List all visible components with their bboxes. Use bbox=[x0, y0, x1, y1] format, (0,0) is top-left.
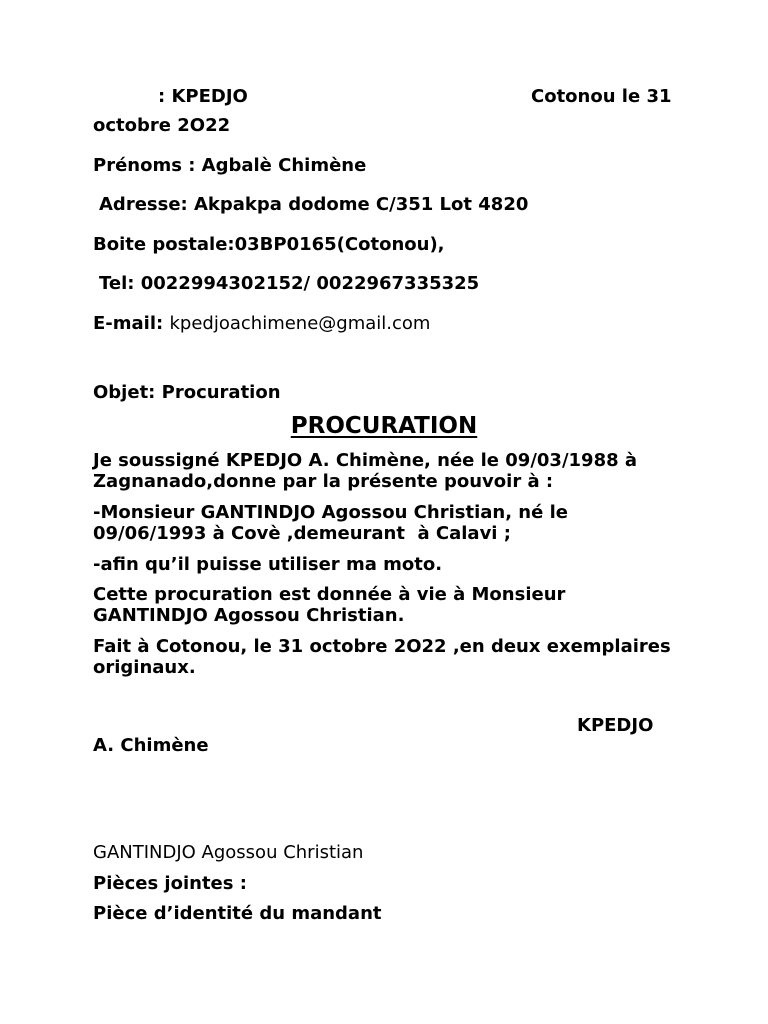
email-label: E-mail: bbox=[93, 313, 164, 334]
body-paragraph-2-line-2: 09/06/1993 à Covè ,demeurant à Calavi ; bbox=[93, 523, 511, 544]
body-paragraph-4-line-1: Cette procuration est donnée à vie à Monsieur bbox=[93, 584, 566, 605]
sender-email-line bbox=[93, 313, 430, 334]
body-paragraph-5-line-1: Fait à Cotonou, le 31 octobre 2O22 ,en deux exemplaires bbox=[93, 636, 671, 657]
document-title bbox=[0, 413, 768, 440]
proxy-name: GANTINDJO Agossou Christian bbox=[93, 842, 364, 863]
header-place-date: Cotonou le 31 bbox=[531, 86, 672, 107]
subject-line: Objet: Procuration bbox=[93, 382, 281, 403]
signature-last-name: KPEDJO bbox=[577, 715, 654, 736]
attachments-label: Pièces jointes : bbox=[93, 873, 247, 894]
body-paragraph-4-line-2: GANTINDJO Agossou Christian. bbox=[93, 605, 405, 626]
header-name: : KPEDJO bbox=[158, 86, 248, 107]
body-paragraph-3-line-1: -afin qu’il puisse utiliser ma moto. bbox=[93, 554, 443, 575]
sender-address: Adresse: Akpakpa dodome C/351 Lot 4820 bbox=[99, 194, 529, 215]
attachment-item: Pièce d’identité du mandant bbox=[93, 903, 382, 924]
body-paragraph-5-line-2: originaux. bbox=[93, 657, 196, 678]
body-paragraph-2-line-1: -Monsieur GANTINDJO Agossou Christian, né le bbox=[93, 502, 568, 523]
email-value: kpedjoachimene@gmail.com bbox=[169, 313, 431, 334]
document-title-text: PROCURATION bbox=[290, 413, 478, 439]
sender-po-box: Boite postale:03BP0165(Cotonou), bbox=[93, 234, 445, 255]
body-paragraph-1-line-2: Zagnanado,donne par la présente pouvoir à : bbox=[93, 471, 554, 492]
sender-phone: Tel: 0022994302152/ 0022967335325 bbox=[99, 273, 480, 294]
body-paragraph-1-line-1: Je soussigné KPEDJO A. Chimène, née le 09/03/1988 à bbox=[93, 450, 638, 471]
header-date-continued: octobre 2O22 bbox=[93, 115, 231, 136]
signature-first-name: A. Chimène bbox=[93, 735, 209, 756]
sender-first-names: Prénoms : Agbalè Chimène bbox=[93, 155, 367, 176]
